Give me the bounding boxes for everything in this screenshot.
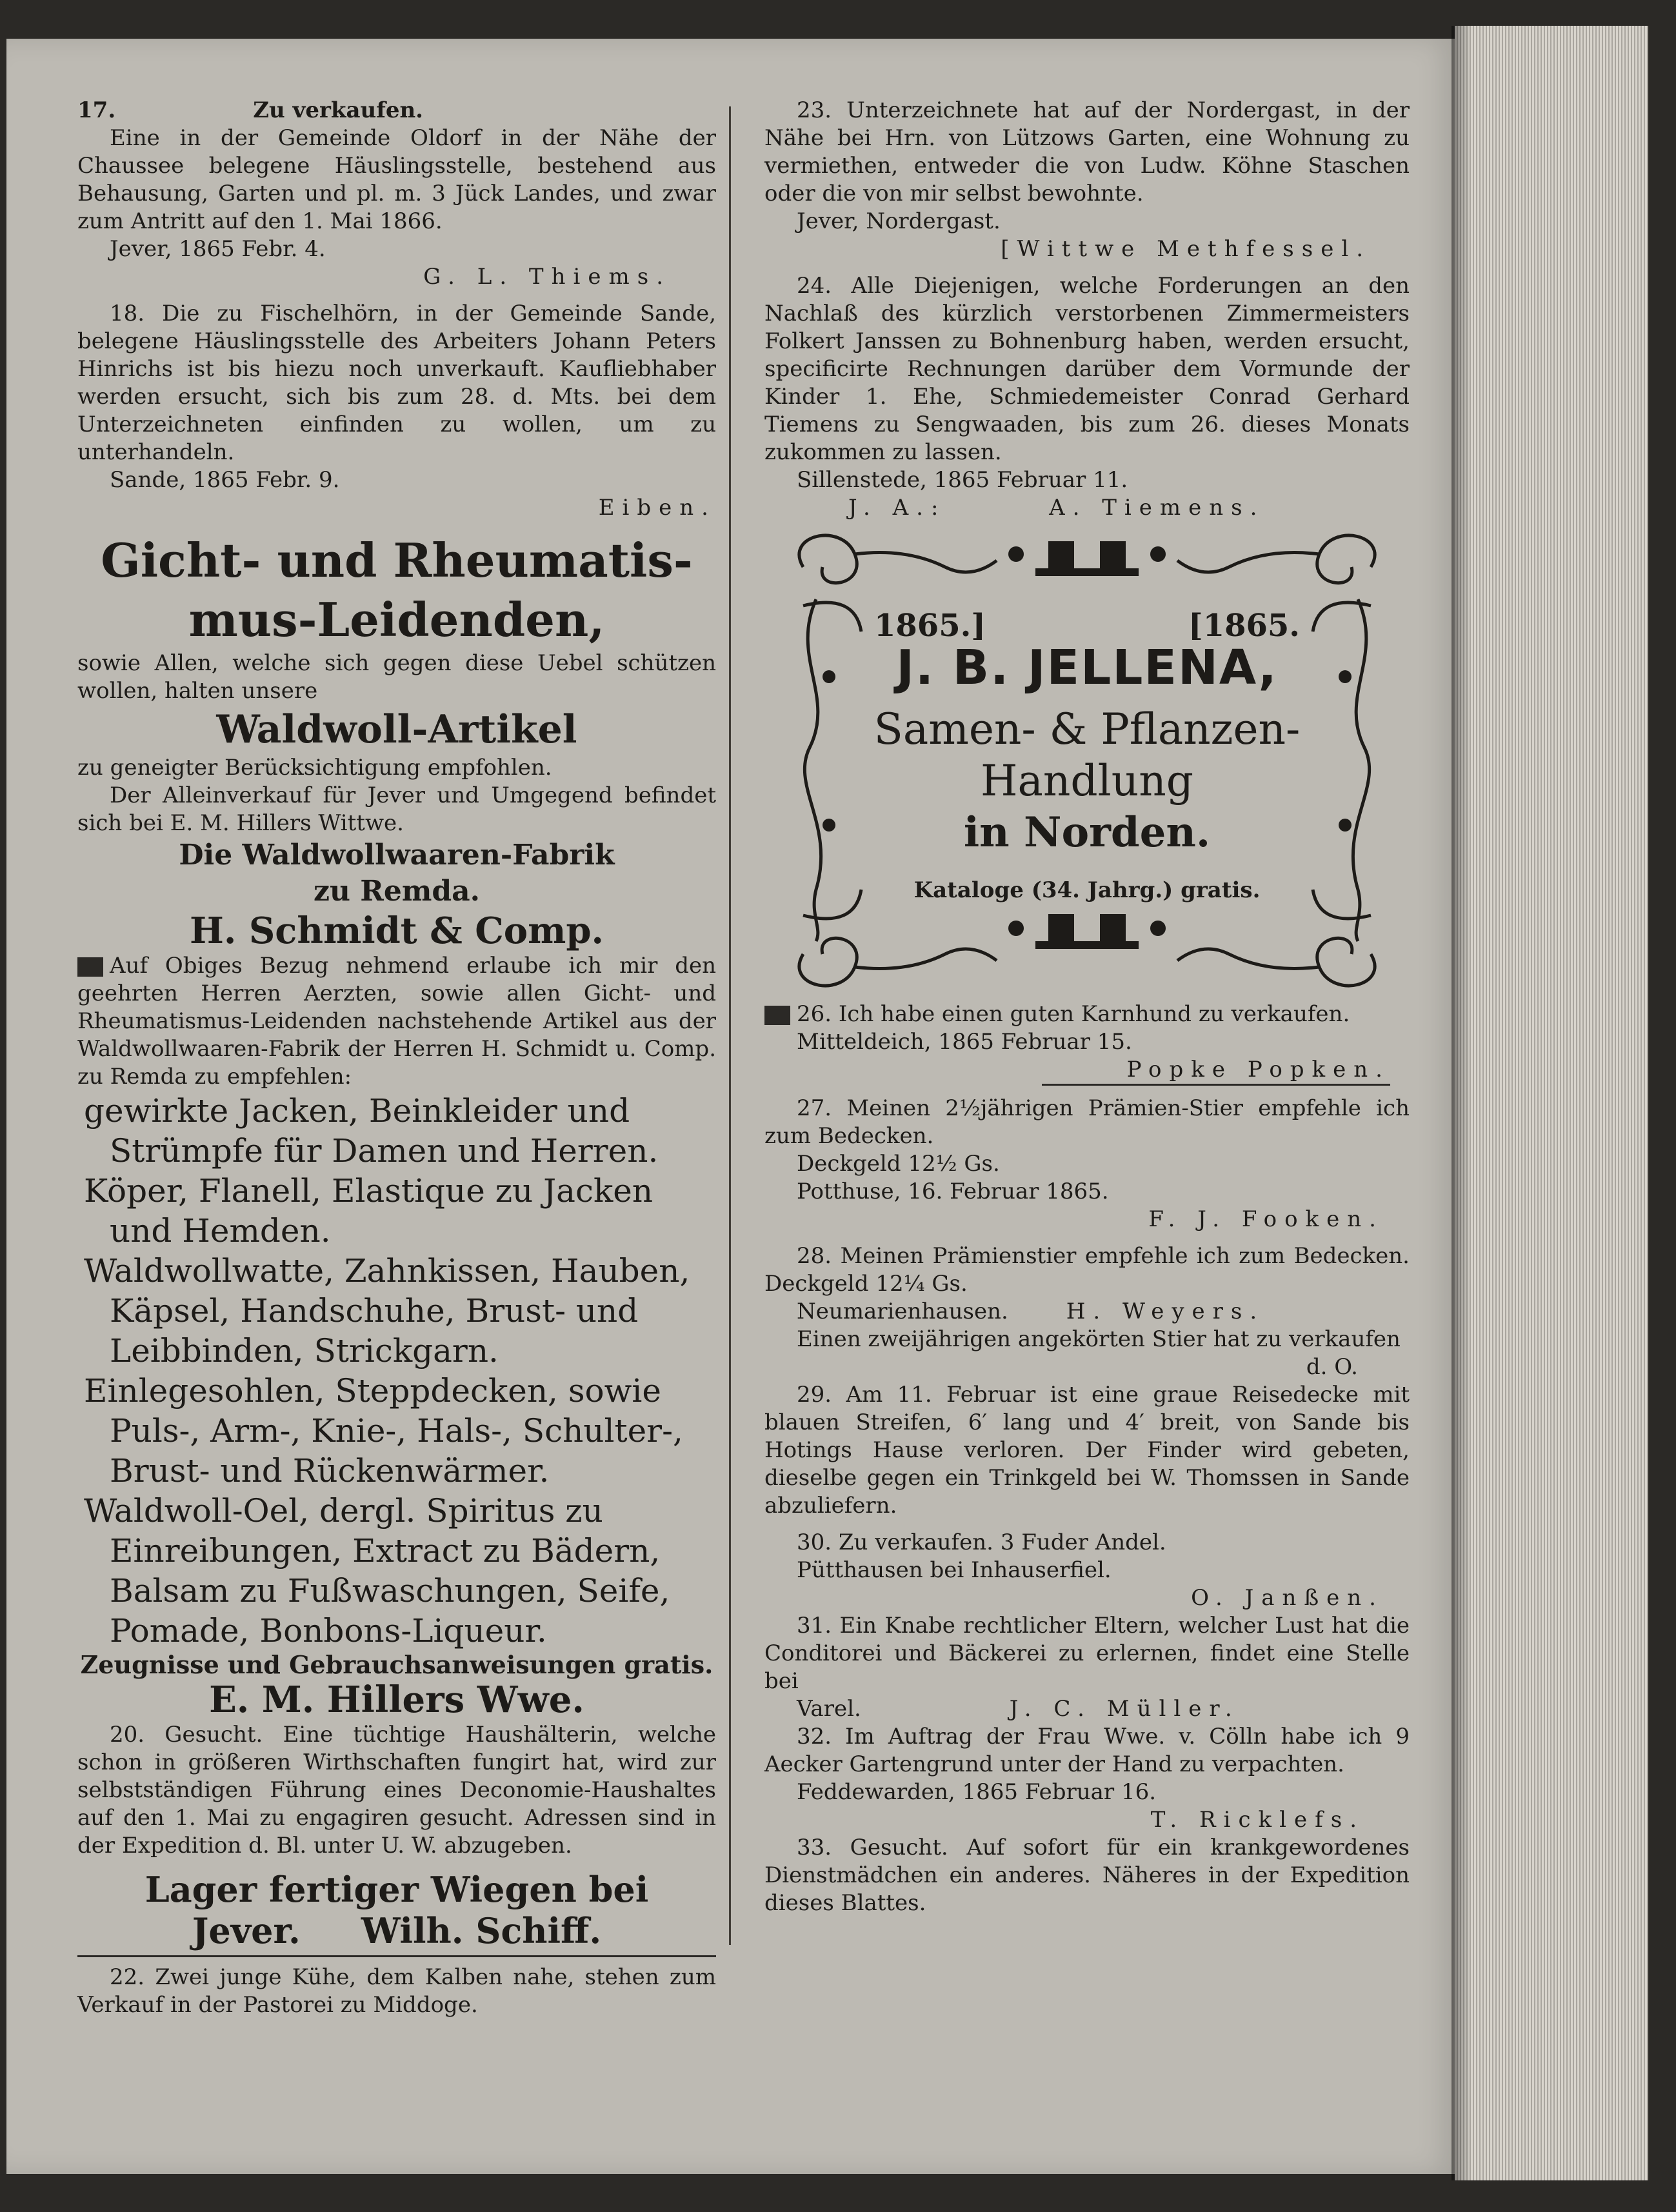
ad-17-body: Eine in der Gemeinde Oldorf in der Nähe der Chaussee belegene Häuslingsstelle, bestehend aus Behausung, Garten und pl. m. 3 Jück Landes, und zwar zum Antritt auf den 1. Mai 1866. bbox=[77, 125, 716, 234]
ad-32-signature: T. Ricklefs. bbox=[1150, 1807, 1364, 1833]
ad-location: in Norden. bbox=[963, 808, 1211, 857]
product-item: gewirkte Jacken, Beinkleider und Strümpfe für Damen und Herren. bbox=[84, 1092, 659, 1170]
ad-27-signature: F. J. Fooken. bbox=[1148, 1206, 1384, 1232]
ad-32-date: Feddewarden, 1865 Februar 16. bbox=[797, 1779, 1157, 1805]
ad-23-signature: [Wittwe Methfessel. bbox=[1001, 236, 1371, 262]
gicht-intro: sowie Allen, welche sich gegen diese Uebel schützen wollen, halten unsere bbox=[77, 650, 716, 704]
ad-30-place: Pütthausen bei Inhauserfiel. bbox=[797, 1557, 1112, 1583]
jellena-advertisement bbox=[777, 528, 1397, 993]
ad-17-heading: 17. Zu verkaufen. bbox=[77, 97, 424, 123]
ad-27-body: 27. Meinen 2½jährigen Prämien-Stier empfehle ich zum Bedecken. bbox=[764, 1095, 1410, 1149]
gicht-product: Waldwoll-Artikel bbox=[216, 707, 577, 752]
ad-18-date: Sande, 1865 Febr. 9. bbox=[110, 467, 340, 493]
ad-26-signature: Popke Popken. bbox=[1042, 1056, 1390, 1086]
ad-32-body: 32. Im Auftrag der Frau Wwe. v. Cölln habe ich 9 Aecker Gartengrund unter der Hand zu verpachten. bbox=[764, 1724, 1410, 1777]
ad-30-signature: O. Janßen. bbox=[1191, 1585, 1384, 1611]
wiegen-line-2: Jever. Wilh. Schiff. bbox=[192, 1910, 602, 1951]
ad-24-body: 24. Alle Diejenigen, welche Forderungen an den Nachlaß des kürzlich verstorbenen Zimmermeisters Folkert Janssen zu Bohnenburg haben, werden ersucht, specificirte Rechnungen darüber dem Vormunde der Kinder 1. Ehe, Schmiedemeister Conrad Gerhard Tiemens zu Sengwaaden, bis zum 26. dieses Monats zukommen zu lassen. bbox=[764, 273, 1410, 465]
gicht-factory-place: zu Remda. bbox=[313, 875, 480, 908]
gicht-signature: E. M. Hillers Wwe. bbox=[209, 1679, 584, 1721]
ad-24-signature: J. A.: A. Tiemens. bbox=[848, 495, 1265, 521]
ad-28-extra: Einen zweijährigen angekörten Stier hat zu verkaufen bbox=[797, 1326, 1401, 1352]
ad-20-body: 20. Gesucht. Eine tüchtige Haushälterin, welche schon in größeren Wirthschaften fungirt hat, wird zur selbstständigen Führung eines Deconomie-Haushaltes auf den 1. Mai zu engagiren gesucht. Adressen sind in der Expedition d. Bl. unter U. W. abzugeben. bbox=[77, 1722, 716, 1858]
product-item: Köper, Flanell, Elastique zu Jacken und Hemden. bbox=[84, 1172, 653, 1250]
product-item: Waldwollwatte, Zahnkissen, Hauben, Käpsel, Handschuhe, Brust- und Leibbinden, Strickgarn. bbox=[84, 1252, 690, 1370]
gicht-factory: Die Waldwollwaaren-Fabrik bbox=[179, 839, 615, 872]
ad-23-body: 23. Unterzeichnete hat auf der Nordergast, in der Nähe bei Hrn. von Lützows Garten, eine Wohnung zu vermiethen, entweder die von Ludw. Köhne Staschen oder die von mir selbst bewohnte. bbox=[764, 97, 1410, 206]
ad-17-signature: G. L. Thiems. bbox=[423, 264, 671, 290]
ad-27-date: Potthuse, 16. Februar 1865. bbox=[797, 1179, 1109, 1204]
ad-30-body: 30. Zu verkaufen. 3 Fuder Andel. bbox=[797, 1529, 1166, 1555]
ad-26-date: Mitteldeich, 1865 Februar 15. bbox=[797, 1029, 1132, 1055]
product-item: Waldwoll-Oel, dergl. Spiritus zu Einreibungen, Extract zu Bädern, Balsam zu Fußwaschungen, Seife, Pomade, Bonbons-Liqueur. bbox=[84, 1492, 670, 1649]
column-divider bbox=[729, 106, 731, 1945]
wiegen-line-1: Lager fertiger Wiegen bei bbox=[145, 1869, 649, 1910]
ad-23-date: Jever, Nordergast. bbox=[797, 208, 1001, 234]
pointing-hand-icon bbox=[764, 1006, 790, 1025]
ad-18-signature: Eiben. bbox=[598, 495, 716, 521]
ad-year-right: [1865. bbox=[1188, 608, 1300, 644]
ad-27-fee: Deckgeld 12½ Gs. bbox=[797, 1151, 1000, 1177]
gicht-note: Auf Obiges Bezug nehmend erlaube ich mir den geehrten Herren Aerzten, sowie allen Gicht- und Rheumatismus-Leidenden nachstehende Artikel aus der Waldwollwaaren-Fabrik der Herren H. Schmidt u. Comp. zu Remda zu empfehlen: bbox=[77, 953, 716, 1090]
gicht-headline-1: Gicht- und Rheumatis- bbox=[101, 533, 693, 588]
ad-31-place: Varel. J. C. Müller. bbox=[797, 1696, 1240, 1722]
ad-28-extra-signature: d. O. bbox=[1306, 1354, 1358, 1380]
pointing-hand-icon bbox=[77, 957, 103, 977]
left-column bbox=[77, 97, 716, 2019]
ad-17-date: Jever, 1865 Febr. 4. bbox=[110, 236, 326, 262]
gicht-zeugnisse: Zeugnisse und Gebrauchsanweisungen gratis. bbox=[80, 1650, 713, 1679]
book-page-edges bbox=[1455, 26, 1648, 2180]
page-gutter-shadow bbox=[1452, 26, 1471, 2180]
gicht-firm: H. Schmidt & Comp. bbox=[189, 910, 604, 952]
ad-years bbox=[874, 608, 1300, 644]
ad-29-body: 29. Am 11. Februar ist eine graue Reisedecke mit blauen Streifen, 6′ lang und 4′ breit, von Sande bis Hotings Hause verloren. Der Finder wird gebeten, dieselbe gegen ein Trinkgeld bei W. Thomssen in Sande abzuliefern. bbox=[764, 1382, 1410, 1519]
ad-business-line-2: Handlung bbox=[980, 756, 1194, 806]
ad-company-name: J. B. JELLENA, bbox=[896, 640, 1278, 695]
gicht-recommend: zu geneigter Berücksichtigung empfohlen. bbox=[77, 755, 552, 781]
product-item: Einlegesohlen, Steppdecken, sowie Puls-, Arm-, Knie-, Hals-, Schulter-, Brust- und Rückenwärmer. bbox=[84, 1372, 683, 1490]
ad-business-line-1: Samen- & Pflanzen- bbox=[873, 704, 1301, 754]
divider bbox=[77, 1955, 716, 1957]
ad-26-body: 26. Ich habe einen guten Karnhund zu verkaufen. bbox=[797, 1001, 1350, 1027]
ad-catalogue: Kataloge (34. Jahrg.) gratis. bbox=[913, 877, 1261, 903]
right-column bbox=[764, 97, 1410, 1917]
ad-22-body: 22. Zwei junge Kühe, dem Kalben nahe, stehen zum Verkauf in der Pastorei zu Middoge. bbox=[77, 1964, 716, 2018]
ad-18-body: 18. Die zu Fischelhörn, in der Gemeinde Sande, belegene Häuslingsstelle des Arbeiters Johann Peters Hinrichs ist bis hiezu noch unverkauft. Kaufliebhaber werden ersucht, sich bis zum 28. d. Mts. bei dem Unterzeichneten einfinden zu wollen, um zu unterhandeln. bbox=[77, 301, 716, 465]
gicht-sales: Der Alleinverkauf für Jever und Umgegend befindet sich bei E. M. Hillers Wittwe. bbox=[77, 782, 716, 836]
product-list bbox=[77, 1091, 716, 1651]
ad-33-body: 33. Gesucht. Auf sofort für ein krankgewordenes Dienstmädchen ein anderes. Näheres in der Expedition dieses Blattes. bbox=[764, 1835, 1410, 1916]
ad-year-left: 1865.] bbox=[874, 608, 986, 644]
ad-24-date: Sillenstede, 1865 Februar 11. bbox=[797, 467, 1128, 493]
ad-28-place: Neumarienhausen. H. Weyers. bbox=[797, 1299, 1265, 1324]
ad-31-body: 31. Ein Knabe rechtlicher Eltern, welcher Lust hat die Conditorei und Bäckerei zu erlernen, findet eine Stelle bei bbox=[764, 1613, 1410, 1694]
ad-28-body: 28. Meinen Prämienstier empfehle ich zum Bedecken. Deckgeld 12¼ Gs. bbox=[764, 1243, 1410, 1297]
gicht-headline-2: mus-Leidenden, bbox=[188, 592, 605, 647]
